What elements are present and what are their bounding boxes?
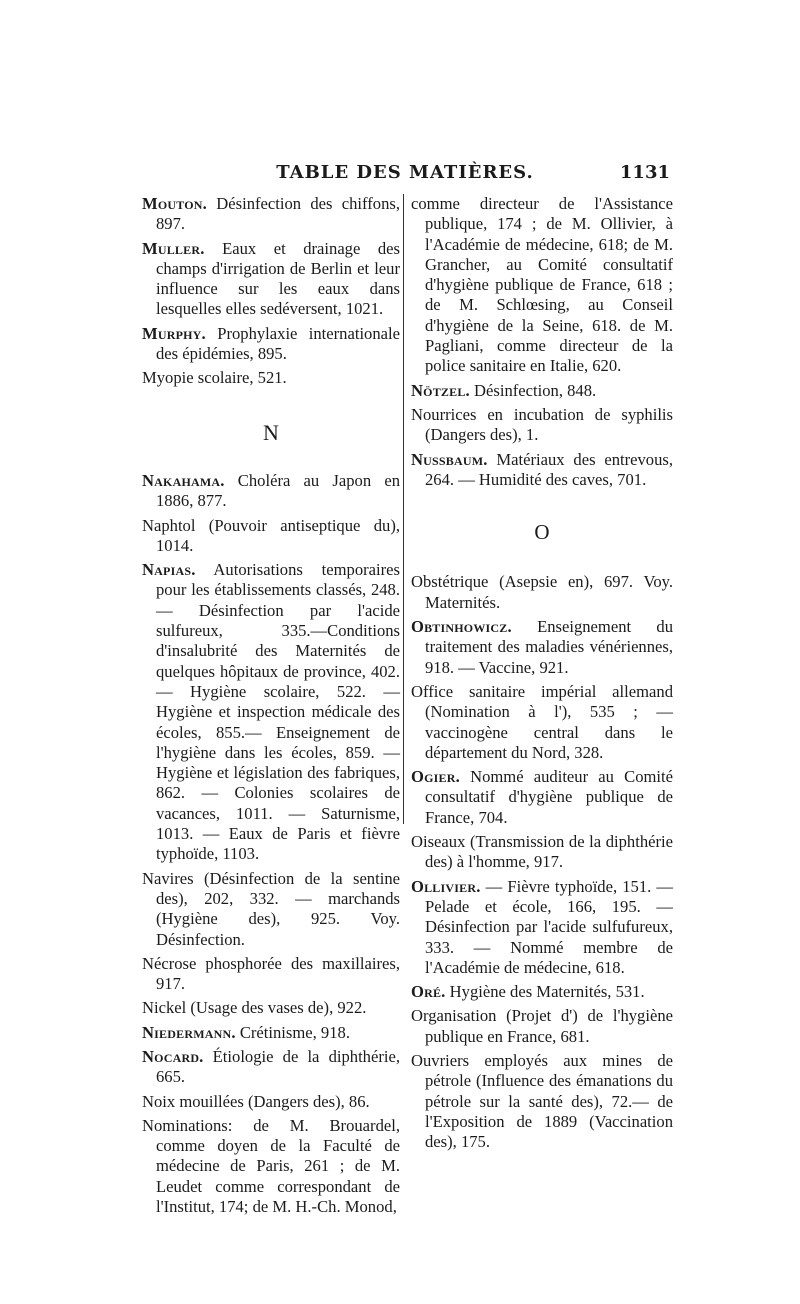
index-entry (411, 682, 673, 763)
index-entry (411, 572, 673, 613)
entry-text: Nominations: de M. Brouardel, comme doyen de la Faculté de médecine de Paris, 261 ; de M. Leudet comme correspondant de l'Institut, 174; de M. H.-Ch. Monod, (142, 1115, 400, 1217)
entry-heading: Nakahama. (142, 470, 225, 490)
entry-text: Autorisations temporaires pour les établissements classés, 248. — Désinfection par l'acide sulfureux, 335.—Conditions d'insalubrité des Maternités de quelques hôpitaux de province, 402.— Hygiène scolaire, 522. — Hygiène et inspection médicale des écoles, 855.— Enseignement de l'hygiène dans les écoles, 859. — Hygiène et législation des fabriques, 862. — Colonies scolaires de vacances, 1011. — Saturnisme, 1013. — Eaux de Paris et fièvre typhoïde, 1103. (156, 560, 400, 864)
running-head (140, 162, 670, 192)
index-entry (411, 1006, 673, 1047)
running-title: TABLE DES MATIÈRES. (276, 162, 534, 183)
entry-heading: Ollivier. (411, 876, 481, 896)
entry-text: Noix mouillées (Dangers des), 86. (142, 1091, 370, 1111)
entry-heading: Obtinhowicz. (411, 617, 512, 637)
index-entry (411, 767, 673, 828)
index-entry (411, 1051, 673, 1152)
index-entry (142, 954, 400, 995)
index-entry (142, 560, 400, 864)
entry-text: — Fièvre typhoïde, 151. — Pelade et école, 166, 195. — Désinfection par l'acide sulfufureux, 333. — Nommé membre de l'Académie de médecine, 618. (425, 876, 673, 977)
section-letter-n: N (263, 419, 279, 445)
right-column (411, 194, 673, 1156)
entry-heading: Nussbaum. (411, 449, 488, 469)
index-entry (411, 982, 673, 1002)
entry-text: comme directeur de l'Assistance publique, 174 ; de M. Ollivier, à l'Académie de médecine, 618; de M. Grancher, au Comité consultatif d'hygiène publique de France, 618 ; de M. Schlœsing, au Conseil d'hygiène de la Seine, 618. de M. Pagliani, comme directeur de la police sanitaire en Italie, 620. (411, 194, 673, 376)
entry-heading: Murphy. (142, 323, 206, 343)
index-entry (142, 471, 400, 512)
index-entry (411, 832, 673, 873)
index-entry (142, 194, 400, 235)
entry-text: Prophylaxie internationale des épidémies, 895. (156, 323, 400, 364)
section-letter-o: O (534, 520, 550, 545)
index-entry (411, 617, 673, 678)
index-entry (411, 194, 673, 377)
index-entry (142, 239, 400, 320)
entry-text: Nourrices en incubation de syphilis (Dangers des), 1. (411, 404, 673, 445)
index-entry (142, 368, 400, 388)
page-number: 1131 (619, 162, 670, 183)
entry-text: Nommé auditeur au Comité consultatif d'hygiène publique de France, 704. (425, 767, 673, 827)
entry-heading: Niedermann. (142, 1022, 236, 1042)
entry-heading: Napias. (142, 560, 196, 580)
entry-text: Obstétrique (Asepsie en), 697. Voy. Maternités. (411, 572, 673, 612)
left-column (142, 194, 400, 1221)
index-entry (142, 1116, 400, 1217)
entry-heading: Nötzel. (411, 380, 470, 400)
index-entry (142, 1047, 400, 1088)
entry-text: Matériaux des entrevous, 264. — Humidité des caves, 701. (425, 449, 673, 489)
entry-text: Myopie scolaire, 521. (142, 368, 287, 388)
entry-heading: Muller. (142, 238, 205, 258)
entry-text: Étiologie de la diphthérie, 665. (156, 1046, 400, 1087)
entry-text: Choléra au Japon en 1886, 877. (156, 470, 400, 511)
entry-text: Navires (Désinfection de la sentine des), 202, 332. — marchands (Hygiène des), 925. Voy. Désinfection. (142, 868, 400, 949)
index-entry (142, 1092, 400, 1112)
index-entry (411, 450, 673, 491)
index-entry (142, 1023, 400, 1043)
entry-heading: Oré. (411, 982, 446, 1002)
entry-text: Eaux et drainage des champs d'irrigation de Berlin et leur influence sur les eaux dans lesquelles elles sedéversent, 1021. (156, 238, 400, 319)
index-entry (142, 998, 400, 1018)
entry-text: Désinfection, 848. (469, 380, 597, 400)
entry-text: Ouvriers employés aux mines de pétrole (Influence des émanations du pétrole sur la santé des), 72.— de l'Exposition de 1889 (Vaccination des), 175. (411, 1050, 673, 1152)
index-entry (142, 516, 400, 557)
entry-text: Nickel (Usage des vases de), 922. (142, 998, 367, 1018)
column-divider (403, 194, 404, 824)
index-entry (411, 381, 673, 401)
entry-heading: Ogier. (411, 767, 460, 787)
entry-text: Hygiène des Maternités, 531. (445, 982, 645, 1002)
index-entry (142, 869, 400, 950)
entry-text: Enseignement du traitement des maladies vénériennes, 918. — Vaccine, 921. (425, 617, 673, 677)
index-entry (411, 877, 673, 978)
entry-heading: Nocard. (142, 1046, 204, 1066)
entry-text: Organisation (Projet d') de l'hygiène publique en France, 681. (411, 1006, 673, 1046)
entry-text: Oiseaux (Transmission de la diphthérie des) à l'homme, 917. (411, 832, 673, 872)
entry-text: Crétinisme, 918. (235, 1022, 350, 1042)
index-entry (142, 324, 400, 365)
entry-text: Office sanitaire impérial allemand (Nomination à l'), 535 ; — vaccinogène central dans le département du Nord, 328. (411, 681, 673, 762)
entry-text: Nécrose phosphorée des maxillaires, 917. (142, 953, 400, 994)
entry-text: Désinfection des chiffons, 897. (156, 194, 400, 234)
entry-text: Naphtol (Pouvoir antiseptique du), 1014. (142, 515, 400, 555)
index-entry (411, 405, 673, 446)
entry-heading: Mouton. (142, 194, 207, 213)
